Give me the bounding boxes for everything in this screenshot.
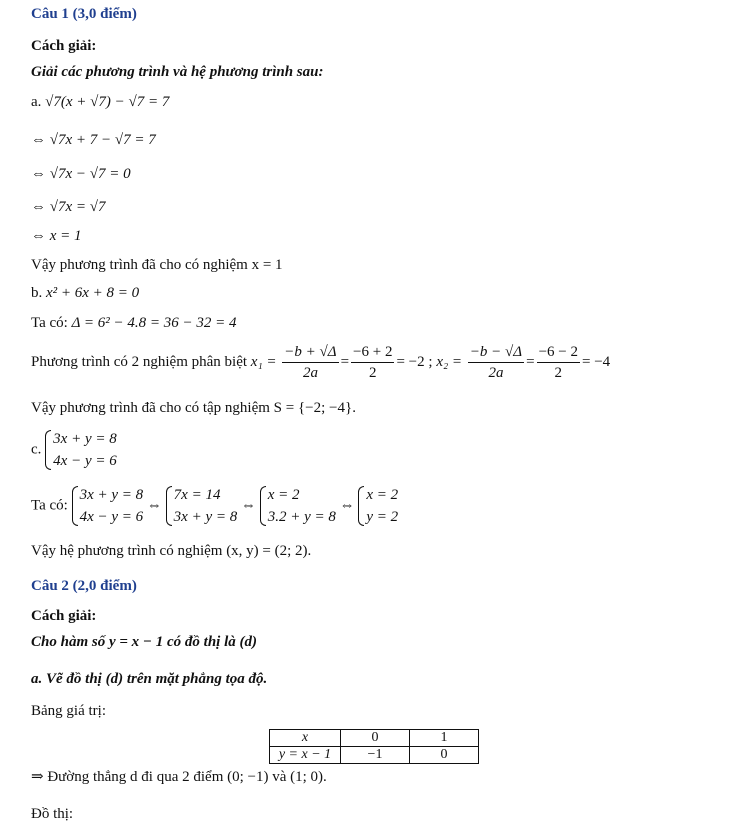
q1b-x1-res: = −2 ; — [396, 353, 433, 370]
q1c-system-line — [31, 428, 117, 472]
q1b-x2-num: −b − √Δ — [468, 342, 524, 363]
q1a-label: a. — [31, 94, 42, 110]
iff-symbol: ⇔ — [146, 497, 162, 514]
q1b-x1-num2: −6 + 2 — [351, 342, 394, 363]
q1b-x1-num: −b + √Δ — [282, 342, 338, 363]
q1b-x1-lhs: x₁ = — [250, 353, 277, 370]
q2-graph-label: Đồ thị: — [31, 806, 74, 822]
q1b-x2-frac2 — [537, 342, 580, 383]
table-cell: −1 — [341, 747, 410, 764]
q1b-x2-res: = −4 — [581, 353, 611, 370]
q1a-eq-line — [31, 92, 169, 112]
table-cell: 1 — [410, 730, 479, 747]
table-row — [270, 747, 479, 764]
q1a-conclusion: Vậy phương trình đã cho có nghiệm x = 1 — [31, 257, 283, 273]
q1c-label: c. — [31, 441, 42, 458]
q2-method: Cách giải: — [31, 608, 97, 624]
q1c-sys1-row-1: 3x + y = 8 — [79, 487, 144, 503]
q1b-x1-den: 2a — [302, 365, 318, 381]
q1b-x2-frac — [468, 342, 524, 383]
q1c-sys3-row-2: 3.2 + y = 8 — [267, 509, 336, 525]
q1b-label: b. — [31, 285, 43, 301]
q1c-sys-row-1: 3x + y = 8 — [53, 431, 117, 447]
q1c-sys2-row-1: 7x = 14 — [173, 487, 221, 503]
q1c-sys4-row-1: x = 2 — [366, 487, 399, 503]
q1-title: Câu 1 (3,0 điểm) — [31, 6, 137, 22]
q1b-x2-lhs: x₂ = — [436, 353, 463, 370]
q1a-step-2: ⇔ √7x − √7 = 0 — [31, 166, 131, 182]
q1b-x1-frac2 — [351, 342, 394, 383]
q1b-ta-co: Ta có: — [31, 315, 68, 331]
q1c-sys-row-2: 4x − y = 6 — [53, 453, 117, 469]
q1b-x1-frac — [282, 342, 338, 383]
iff-symbol: ⇔ — [339, 497, 355, 514]
q1b-delta: Δ = 6² − 4.8 = 36 − 32 = 4 — [71, 315, 237, 331]
q1b-equation: x² + 6x + 8 = 0 — [46, 285, 140, 301]
q2-table-label: Bảng giá trị: — [31, 703, 106, 719]
q1b-x2-num2: −6 − 2 — [537, 342, 580, 363]
q1b-roots-intro: Phương trình có 2 nghiệm phân biệt — [31, 353, 248, 370]
value-table — [269, 729, 479, 764]
q1c-sys2-row-2: 3x + y = 8 — [173, 509, 238, 525]
q1c-solve-line — [31, 484, 398, 528]
q1c-ta-co: Ta có: — [31, 497, 68, 514]
q1a-equation: √7(x + √7) − √7 = 7 — [45, 94, 170, 110]
q1b-x1-den2: 2 — [369, 365, 377, 381]
q1c-system — [45, 428, 117, 472]
table-cell: x — [270, 730, 341, 747]
iff-symbol: ⇔ — [240, 497, 256, 514]
q1c-sys2 — [166, 484, 238, 528]
table-cell: 0 — [410, 747, 479, 764]
q1c-sys4-row-2: y = 2 — [366, 509, 399, 525]
q1b-conclusion: Vậy phương trình đã cho có tập nghiệm S = {−2; −4}. — [31, 400, 356, 416]
q2-title: Câu 2 (2,0 điểm) — [31, 578, 137, 594]
q1c-sys3 — [260, 484, 336, 528]
table-cell: y = x − 1 — [270, 747, 341, 764]
q1b-x2-den2: 2 — [554, 365, 563, 381]
q1a-step-1: ⇔ √7x + 7 − √7 = 7 — [31, 132, 156, 148]
q1c-sys1 — [72, 484, 144, 528]
q1a-step-3: ⇔ √7x = √7 — [31, 199, 106, 215]
table-row — [270, 730, 479, 747]
q1b-delta-line — [31, 313, 237, 333]
q1b-roots-line: Phương trình có 2 nghiệm phân biệt x₁ = $\frac{-b + √\Delta}{2a}$ = $\frac{-6 + 2}{2}$ = −2 ; x₂ = $\frac{-b - √\Delta}{2a}$ = $\frac{-6 - 2}{2}$ = −4 — [31, 344, 611, 381]
table-cell: 0 — [341, 730, 410, 747]
q1c-sys1-row-2: 4x − y = 6 — [79, 509, 144, 525]
q1-prompt: Giải các phương trình và hệ phương trình sau: — [31, 64, 324, 80]
q1c-sys3-row-1: x = 2 — [267, 487, 300, 503]
q2-prompt: Cho hàm số y = x − 1 có đồ thị là (d) — [31, 634, 257, 650]
q2-part-a: a. Vẽ đồ thị (d) trên mặt phẳng tọa độ. — [31, 671, 268, 687]
q1-method: Cách giải: — [31, 38, 97, 54]
q1b-x2-den: 2a — [488, 365, 504, 381]
q1c-sys4 — [358, 484, 398, 528]
q1b-eq-line — [31, 283, 139, 303]
q2-line-through: ⇒ Đường thẳng d đi qua 2 điểm (0; −1) và (1; 0). — [31, 769, 327, 785]
q1a-step-4: ⇔ x = 1 — [31, 228, 82, 244]
q1c-conclusion: Vậy hệ phương trình có nghiệm (x, y) = (2; 2). — [31, 543, 312, 559]
